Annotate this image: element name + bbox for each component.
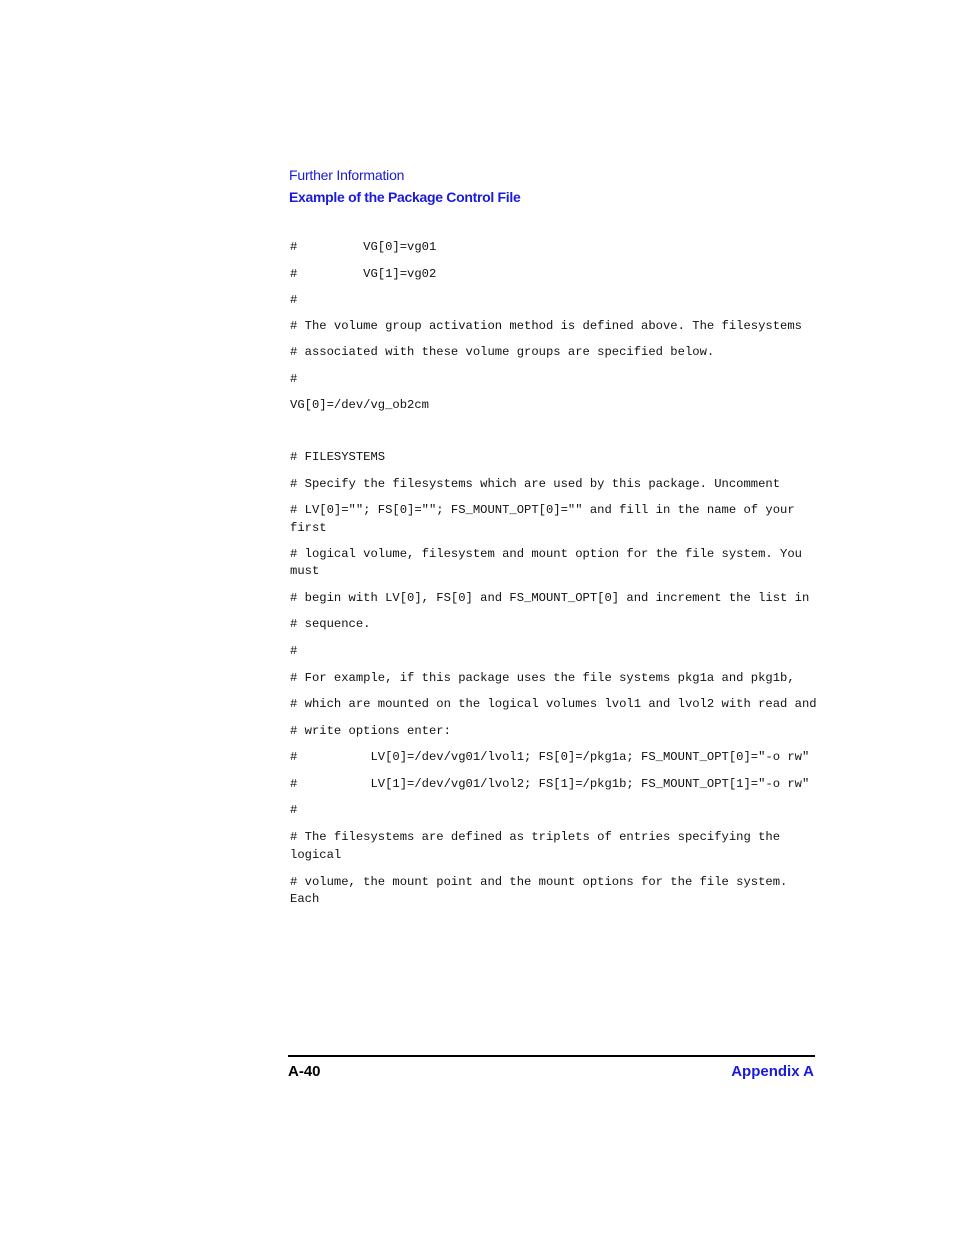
chapter-label: Appendix A <box>731 1063 814 1080</box>
code-line: # VG[0]=vg01 <box>290 240 437 254</box>
code-line: # write options enter: <box>290 724 451 738</box>
code-line: # The filesystems are defined as triplets of entries specifying the logical <box>290 830 788 862</box>
footer-divider <box>288 1055 815 1057</box>
code-line: # <box>290 644 298 658</box>
code-line: # Specify the filesystems which are used by this package. Uncomment <box>290 477 781 491</box>
header-section-name: Further Information <box>289 167 405 183</box>
code-line: # <box>290 803 298 817</box>
code-line: # LV[0]=/dev/vg01/lvol1; FS[0]=/pkg1a; FS_MOUNT_OPT[0]="-o rw" <box>290 750 810 764</box>
code-line: # sequence. <box>290 617 371 631</box>
code-line: # FILESYSTEMS <box>290 450 386 464</box>
code-line: VG[0]=/dev/vg_ob2cm <box>290 398 429 412</box>
code-line: # associated with these volume groups are specified below. <box>290 345 715 359</box>
code-line: # The volume group activation method is defined above. The filesystems <box>290 319 802 333</box>
code-line: # VG[1]=vg02 <box>290 267 437 281</box>
code-line: # which are mounted on the logical volumes lvol1 and lvol2 with read and <box>290 697 817 711</box>
code-line: # <box>290 372 298 386</box>
code-line: # For example, if this package uses the file systems pkg1a and pkg1b, <box>290 671 795 685</box>
page-number: A-40 <box>288 1063 321 1080</box>
code-line: # begin with LV[0], FS[0] and FS_MOUNT_OPT[0] and increment the list in <box>290 591 810 605</box>
code-line: # volume, the mount point and the mount options for the file system. Each <box>290 874 795 906</box>
code-line: # <box>290 293 298 307</box>
code-line: # logical volume, filesystem and mount option for the file system. You must <box>290 546 810 578</box>
code-line-blank <box>290 423 820 441</box>
code-line: # LV[0]=""; FS[0]=""; FS_MOUNT_OPT[0]="" and fill in the name of your first <box>290 503 802 535</box>
code-listing <box>290 239 820 909</box>
running-header <box>289 166 819 206</box>
header-page-title: Example of the Package Control File <box>289 189 521 205</box>
code-line: # LV[1]=/dev/vg01/lvol2; FS[1]=/pkg1b; FS_MOUNT_OPT[1]="-o rw" <box>290 777 810 791</box>
